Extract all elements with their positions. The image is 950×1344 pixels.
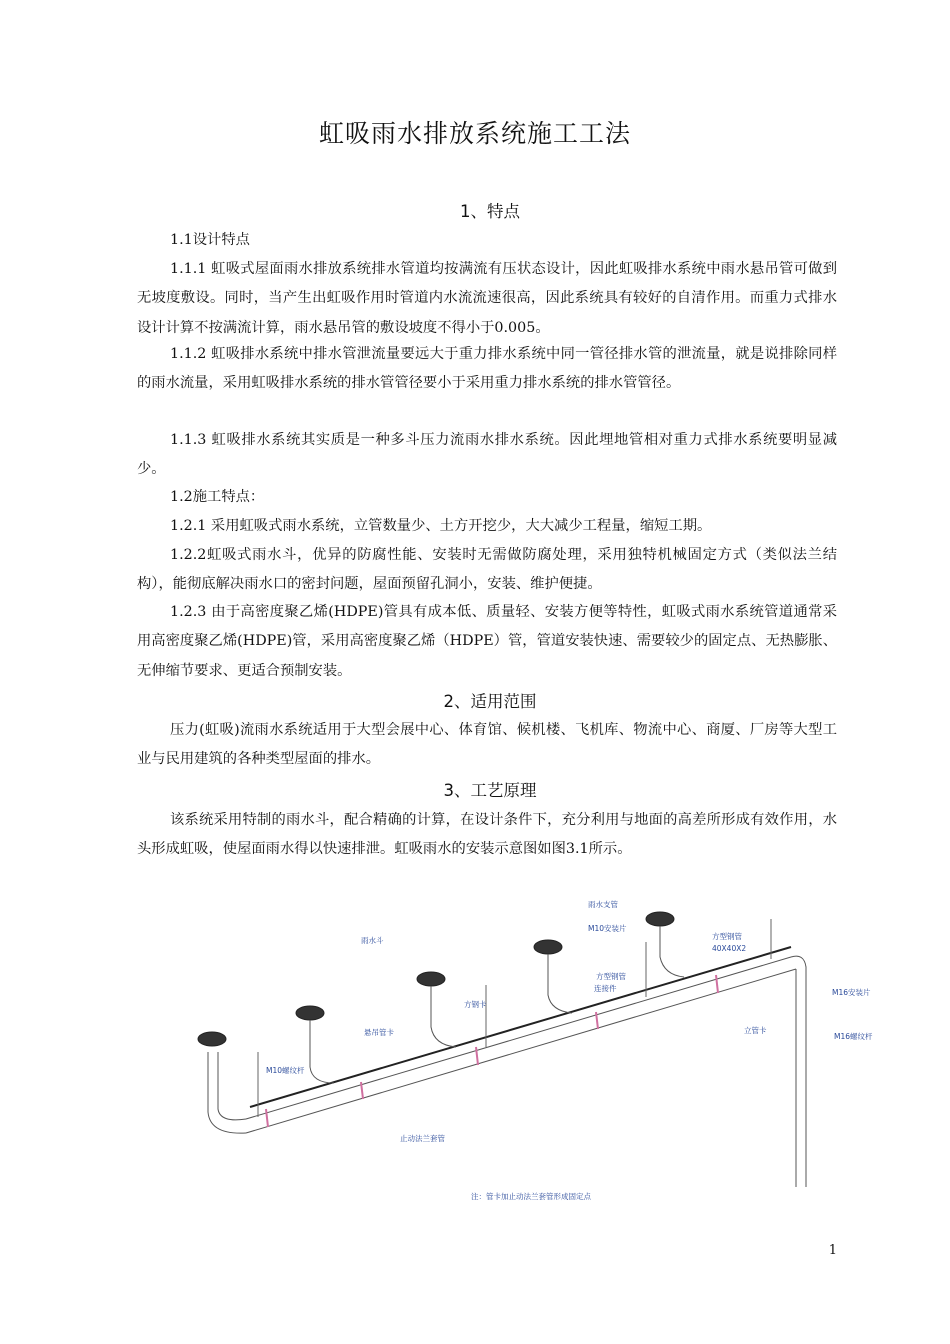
page-number: 1	[828, 1243, 837, 1258]
paragraph-1-1-3: 1.1.3 虹吸排水系统其实质是一种多斗压力流雨水排水系统。因此埋地管相对重力式排水系统要明显减少。	[137, 432, 837, 478]
label-riser-clamp: 立管卡	[744, 1026, 767, 1035]
label-m16-plate: M16安装片	[832, 988, 871, 997]
paragraph-1-1-1: 1.1.1 虹吸式屋面雨水排放系统排水管道均按满流有压状态设计，因此虹吸排水系统中雨水悬吊管可做到无坡度敷设。同时，当产生出虹吸作用时管道内水流流速很高，因此系统具有较好的自清作用。而重力式排水设计计算不按满流计算，雨水悬吊管的敷设坡度不得小于0.005。	[137, 261, 837, 336]
section-2-heading: 2、适用范围	[443, 692, 537, 711]
label-rain-hopper: 雨水斗	[361, 936, 384, 945]
label-square-steel-conn: 方型钢管	[596, 972, 626, 981]
document-title: 虹吸雨水排放系统施工工法	[318, 119, 631, 148]
paragraph-1-2-1: 1.2.1 采用虹吸式雨水系统，立管数量少、土方开挖少，大大减少工程量，缩短工期。	[170, 518, 712, 534]
label-square-clamp: 方钢卡	[464, 1000, 487, 1009]
label-m16-thread: M16螺纹杆	[834, 1032, 873, 1041]
section-3-heading: 3、工艺原理	[443, 781, 537, 800]
label-m10-plate: M10安装片	[588, 924, 627, 933]
section-1-heading: 1、特点	[460, 202, 520, 221]
figure-note: 注：管卡加止动法兰套管形成固定点	[471, 1192, 591, 1201]
paragraph-2: 压力(虹吸)流雨水系统适用于大型会展中心、体育馆、候机楼、飞机库、物流中心、商厦、厂房等大型工业与民用建筑的各种类型屋面的排水。	[137, 722, 837, 768]
label-square-size: 40X40X2	[712, 944, 747, 953]
label-m10-thread: M10螺纹杆	[266, 1066, 305, 1075]
label-conn-piece: 连接件	[594, 984, 617, 993]
label-hanger-clamp: 悬吊管卡	[364, 1028, 394, 1037]
siphon-installation-diagram	[186, 887, 886, 1212]
label-rain-pipe: 雨水支管	[588, 900, 618, 909]
paragraph-1-1-2: 1.1.2 虹吸排水系统中排水管泄流量要远大于重力排水系统中同一管径排水管的泄流量，就是说排除同样的雨水流量，采用虹吸排水系统的排水管管径要小于采用重力排水系统的排水管管径。	[137, 346, 837, 392]
paragraph-3: 该系统采用特制的雨水斗，配合精确的计算，在设计条件下，充分利用与地面的高差所形成有效作用，水头形成虹吸，使屋面雨水得以快速排泄。虹吸雨水的安装示意图如图3.1所示。	[137, 812, 837, 858]
subheading-1-2: 1.2施工特点：	[170, 489, 265, 505]
label-square-steel: 方型钢管	[712, 932, 742, 941]
subheading-1-1: 1.1设计特点	[170, 232, 250, 248]
paragraph-1-2-2: 1.2.2虹吸式雨水斗，优异的防腐性能、安装时无需做防腐处理，采用独特机械固定方式（类似法兰结构），能彻底解决雨水口的密封问题，屋面预留孔洞小，安装、维护便捷。	[137, 547, 837, 593]
paragraph-1-2-3: 1.2.3 由于高密度聚乙烯(HDPE)管具有成本低、质量轻、安装方便等特性，虹吸式雨水系统管道通常采用高密度聚乙烯(HDPE)管，采用高密度聚乙烯（HDPE）管，管道安装快速、需要较少的固定点、无热膨胀、无伸缩节要求、更适合预制安装。	[137, 604, 837, 679]
label-flange: 止动法兰套管	[400, 1134, 445, 1143]
